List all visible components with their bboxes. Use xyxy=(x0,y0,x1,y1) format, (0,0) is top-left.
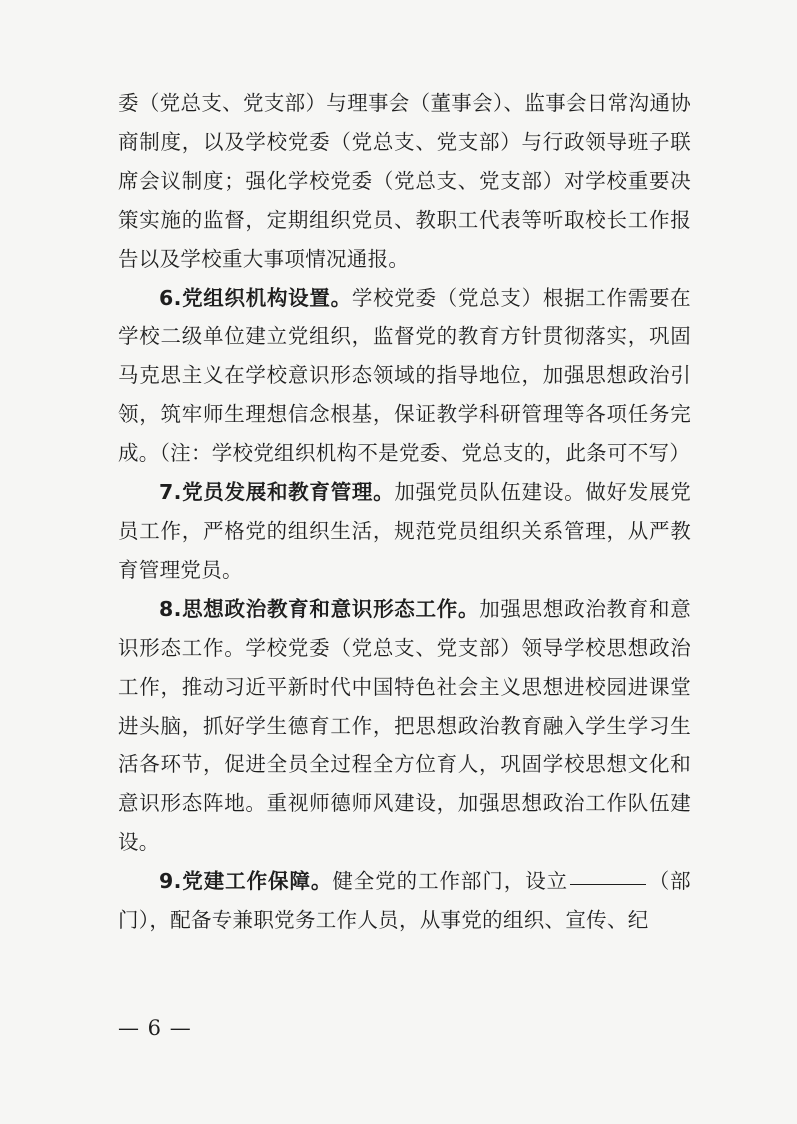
paragraph-heading: 6.党组织机构设置。 xyxy=(159,285,352,310)
paragraph-ideological-education xyxy=(118,590,691,862)
paragraph-body: 学校党委（党总支）根据工作需要在学校二级单位建立党组织，监督党的教育方针贯彻落实，巩固马克思主义在学校意识形态领域的指导地位，加强思想政治引领，筑牢师生理想信念根基，保证教学科研管理等各项任务完成。（注：学校党组织机构不是党委、党总支的，此条可不写） xyxy=(118,285,691,466)
paragraph-continuation xyxy=(118,84,691,279)
paragraph-body: 健全党的工作部门，设立 xyxy=(332,869,569,894)
paragraph-heading: 8.思想政治教育和意识形态工作。 xyxy=(159,596,480,621)
paragraph-party-work-guarantee xyxy=(118,862,691,940)
paragraph-body: 委（党总支、党支部）与理事会（董事会）、监事会日常沟通协商制度，以及学校党委（党总支、党支部）与行政领导班子联席会议制度；强化学校党委（党总支、党支部）对学校重要决策实施的监督，定期组织党员、教职工代表等听取校长工作报告以及学校重大事项情况通报。 xyxy=(118,91,691,271)
fill-in-blank xyxy=(570,883,646,885)
paragraph-body: 加强党员队伍建设。做好发展党员工作，严格党的组织生活，规范党员组织关系管理，从严教育管理党员。 xyxy=(118,480,692,582)
paragraph-heading: 9.党建工作保障。 xyxy=(159,869,333,894)
paragraph-body-continued: （部门），配备专兼职党务工作人员，从事党的组织、宣传、纪 xyxy=(118,869,691,933)
paragraph-body: 加强思想政治教育和意识形态工作。学校党委（党总支、党支部）领导学校思想政治工作，推动习近平新时代中国特色社会主义思想进校园进课堂进头脑，抓好学生德育工作，把思想政治教育融入学生学习生活各环节，促进全员全过程全方位育人，巩固学校思想文化和意识形态阵地。重视师德师风建设，加强思想政治工作队伍建设。 xyxy=(118,596,692,855)
body-text xyxy=(118,84,691,940)
paragraph-party-organization-setup xyxy=(118,279,691,474)
paragraph-member-development xyxy=(118,473,691,590)
paragraph-heading: 7.党员发展和教育管理。 xyxy=(159,480,395,505)
page-number: — 6 — xyxy=(118,1016,192,1040)
